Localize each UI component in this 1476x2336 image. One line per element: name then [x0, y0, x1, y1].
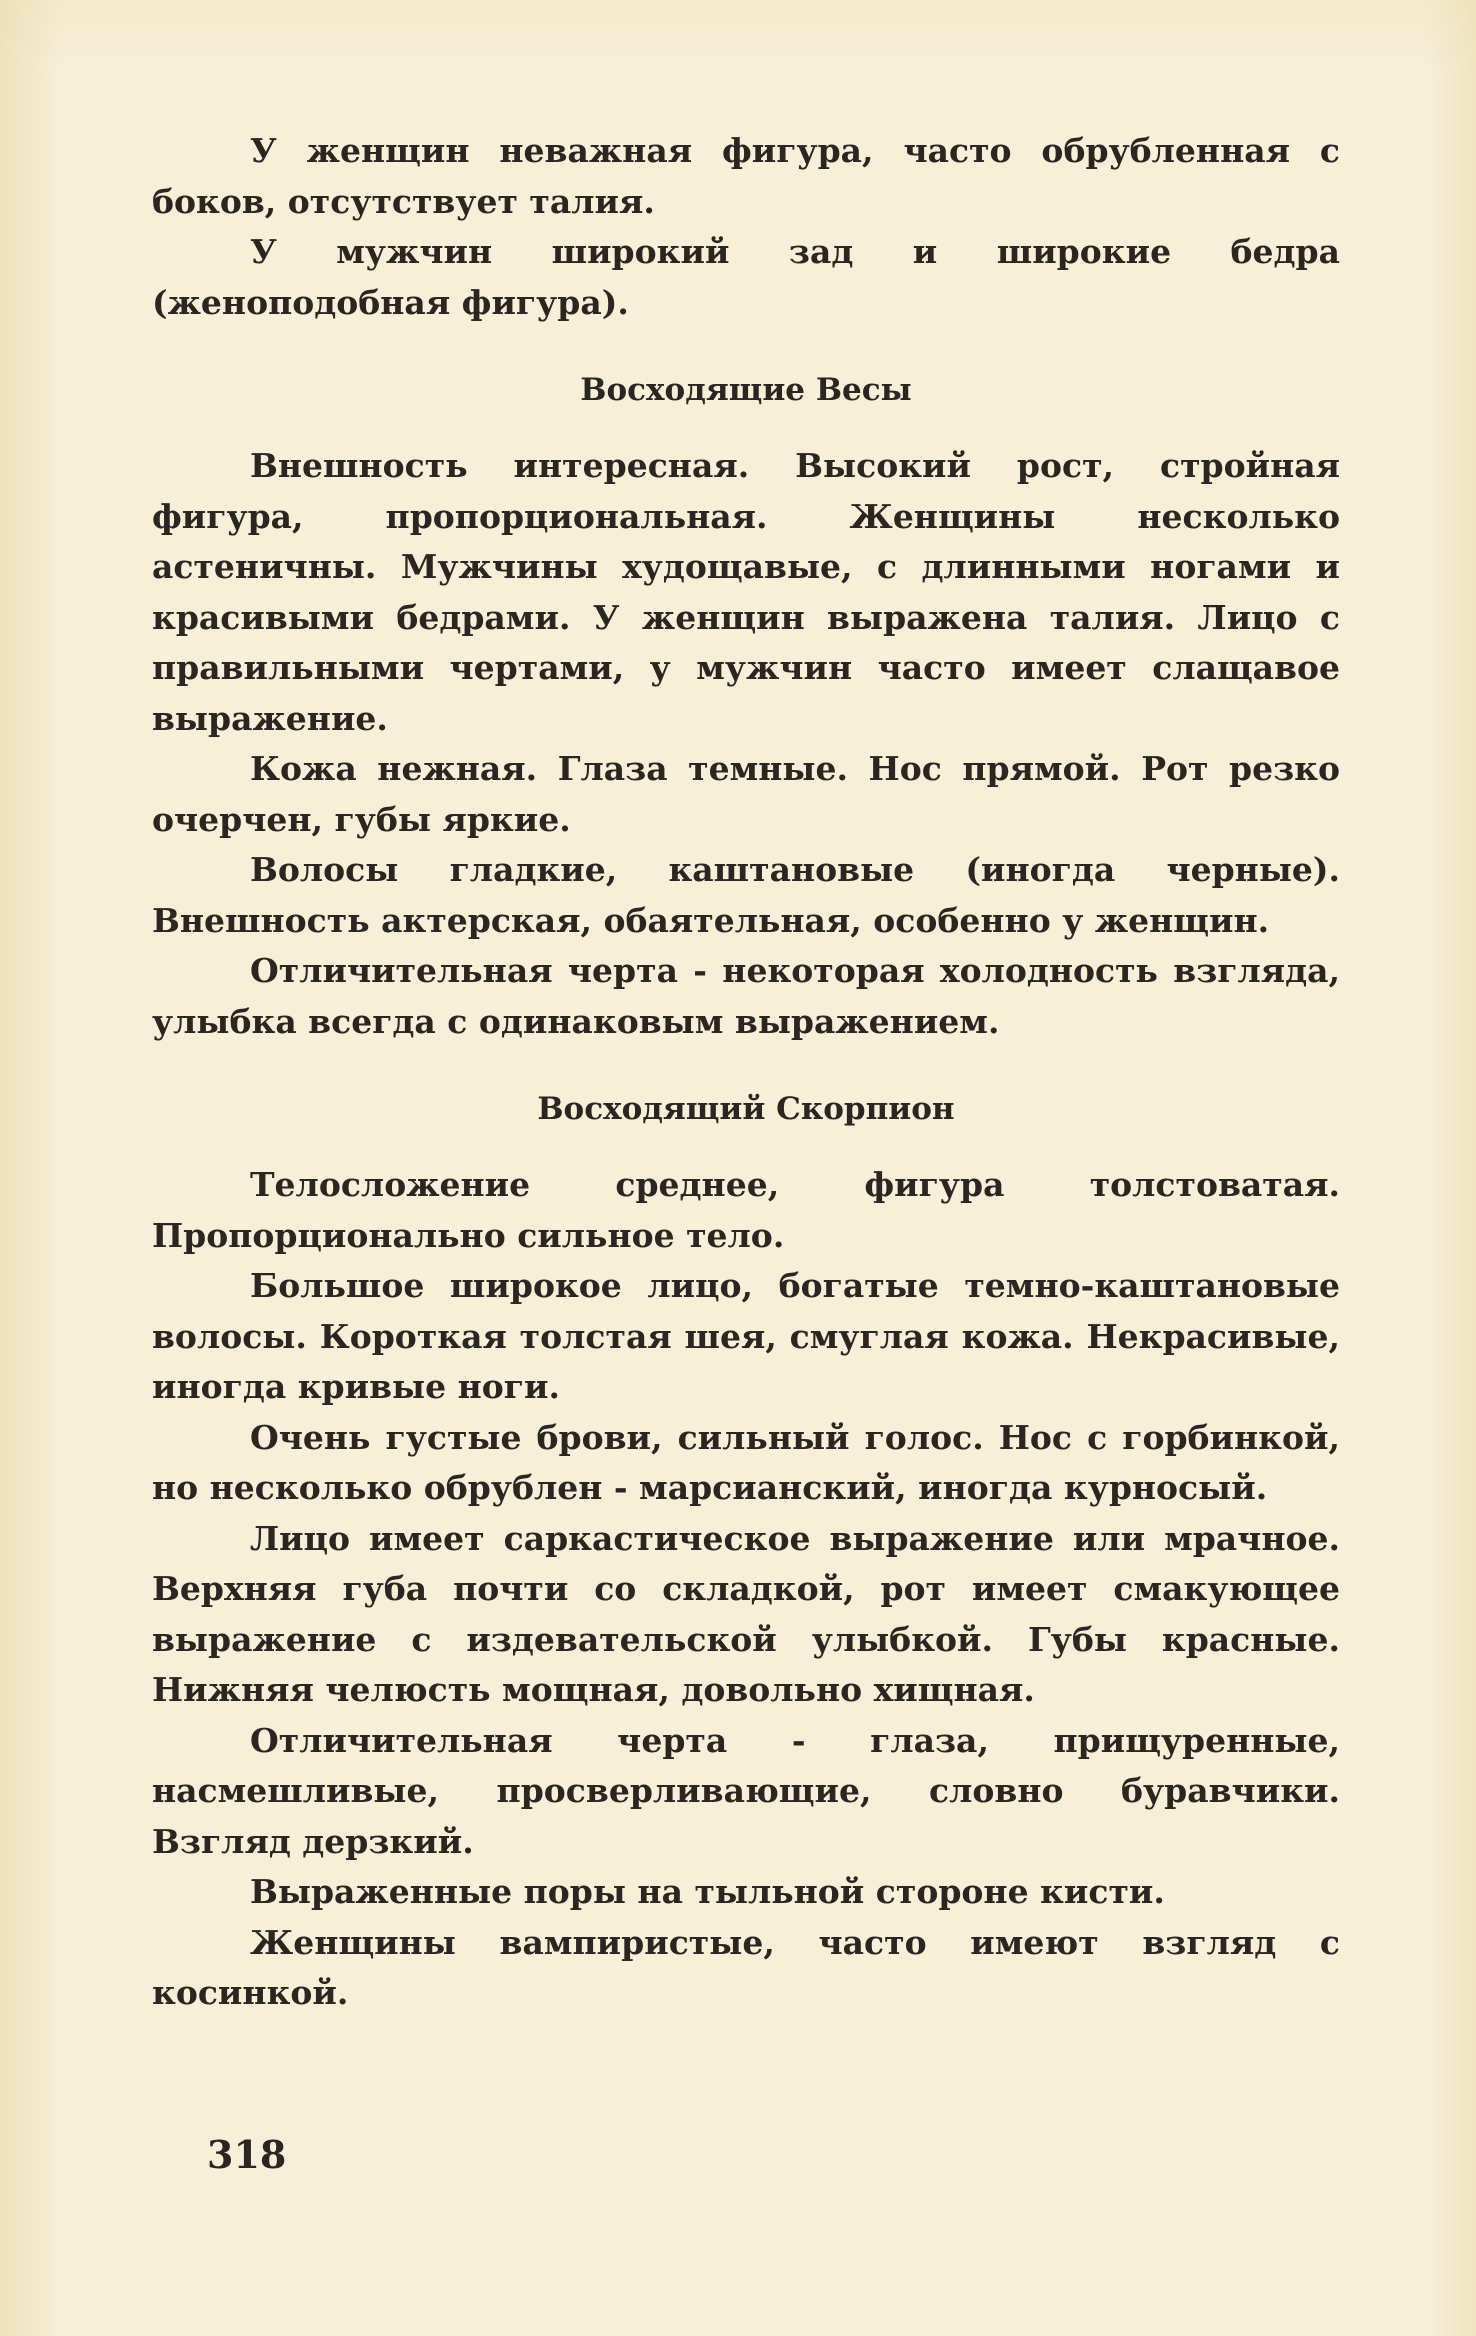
page-number: 318 [207, 2132, 287, 2177]
paragraph: Телосложение среднее, фигура толстоватая. Пропорционально сильное тело. [152, 1165, 1340, 1255]
paragraph: Выраженные поры на тыльной стороне кисти. [250, 1872, 1165, 1911]
paragraph: У женщин неважная фигура, часто обрубленная с боков, отсутствует талия. [152, 131, 1340, 221]
section-heading-libra: Восходящие Весы [580, 372, 912, 408]
paragraph: Большое широкое лицо, богатые темно-каштановые волосы. Короткая толстая шея, смуглая кожа. Некрасивые, иногда кривые ноги. [152, 1266, 1340, 1406]
paragraph: Кожа нежная. Глаза темные. Нос прямой. Рот резко очерчен, губы яркие. [152, 749, 1340, 839]
paragraph: Отличительная черта - некоторая холодность взгляда, улыбка всегда с одинаковым выражением. [152, 951, 1340, 1041]
paragraph: Волосы гладкие, каштановые (иногда черные). Внешность актерская, обаятельная, особенно у женщин. [152, 850, 1340, 940]
paragraph: Очень густые брови, сильный голос. Нос с горбинкой, но несколько обрублен - марсианский, иногда курносый. [152, 1417, 1340, 1507]
paragraph: Женщины вампиристые, часто имеют взгляд с косинкой. [152, 1922, 1340, 2012]
paragraph: У мужчин широкий зад и широкие бедра (женоподобная фигура). [152, 232, 1340, 322]
page-text [152, 126, 1340, 2019]
section-heading-scorpio: Восходящий Скорпион [537, 1091, 955, 1127]
paragraph: Лицо имеет саркастическое выражение или мрачное. Верхняя губа почти со складкой, рот имеет смакующее выражение с издевательской улыбкой. Губы красные. Нижняя челюсть мощная, довольно хищная. [152, 1518, 1340, 1709]
paragraph: Внешность интересная. Высокий рост, стройная фигура, пропорциональная. Женщины несколько астеничны. Мужчины худощавые, с длинными ногами и красивыми бедрами. У женщин выражена талия. Лицо с правильными чертами, у мужчин часто имеет слащавое выражение. [152, 446, 1340, 738]
paragraph: Отличительная черта - глаза, прищуренные, насмешливые, просверливающие, словно буравчики. Взгляд дерзкий. [152, 1720, 1340, 1861]
